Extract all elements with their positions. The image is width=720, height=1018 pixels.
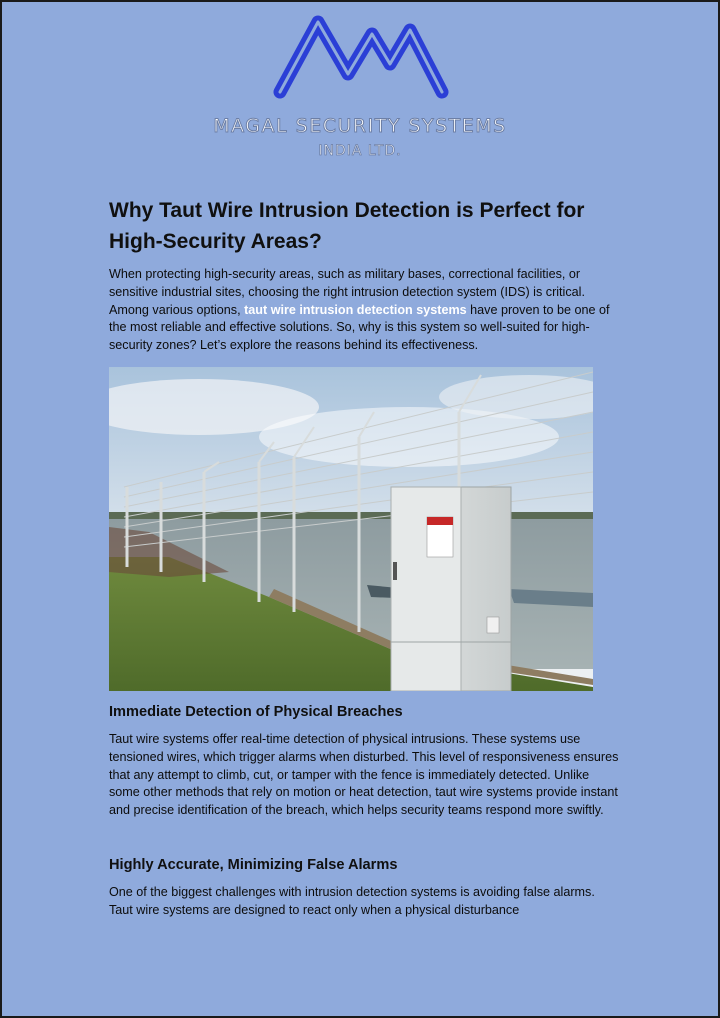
intro-text-before: When protecting high-security areas, such as military bases, correctional facilities, or sensitive industrial sites, choosing the right intrusion detection system (IDS) is critical. Among various options, <box>109 267 585 317</box>
magal-logo-icon <box>270 12 450 107</box>
intro-text-after: have proven to be one of the most reliable and effective solutions. So, why is this system so well-suited for high-security zones? Let’s explore the reasons behind its effectiveness. <box>109 302 610 353</box>
section-immediate-detection <box>109 702 619 820</box>
article-title <box>109 195 619 257</box>
fence-photo <box>109 367 593 691</box>
company-logo <box>2 2 718 172</box>
article-intro <box>109 195 619 355</box>
title-line-1: Why Taut Wire Intrusion Detection is Perfect for <box>109 199 585 222</box>
section-heading: Highly Accurate, Minimizing False Alarms <box>109 857 398 873</box>
brand-subtitle: INDIA LTD. <box>318 143 402 159</box>
photo-fence-icon <box>109 367 593 691</box>
section-paragraph: One of the biggest challenges with intrusion detection systems is avoiding false alarms. Taut wire systems are designed to react only when a physical disturbance <box>109 885 595 917</box>
intro-paragraph <box>109 266 619 355</box>
title-line-2: High-Security Areas? <box>109 230 322 253</box>
intro-link[interactable]: taut wire intrusion detection systems <box>244 302 467 317</box>
section-minimizing-false-alarms <box>109 855 619 920</box>
section-paragraph: Taut wire systems offer real-time detection of physical intrusions. These systems use tensioned wires, which trigger alarms when disturbed. This level of responsiveness ensures that any attempt to climb, cut, or tamper with the fence is immediately detected. Unlike some other methods that rely on motion or heat detection, taut wire systems provide instant and precise identification of the breach, which helps security teams respond more swiftly. <box>109 732 619 818</box>
brand-name: MAGAL SECURITY SYSTEMS <box>213 115 507 137</box>
section-heading: Immediate Detection of Physical Breaches <box>109 704 403 720</box>
